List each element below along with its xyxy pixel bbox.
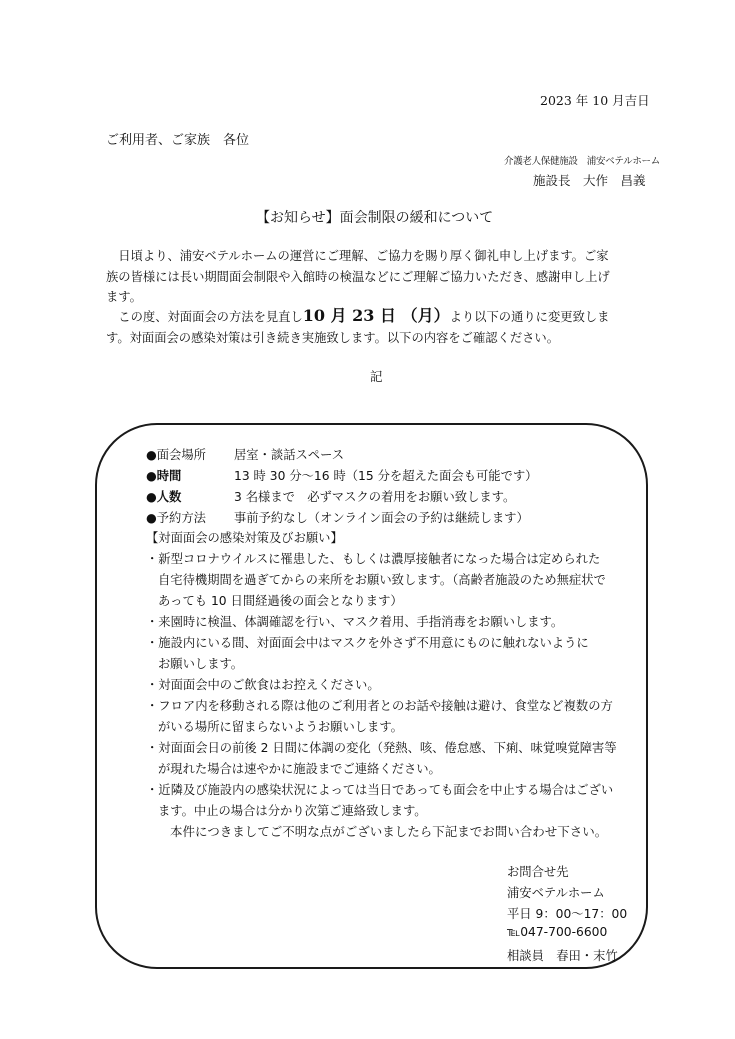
measure-line: ・新型コロナウイルスに罹患した、もしくは濃厚接触者になった場合は定められた	[146, 552, 601, 566]
detail-label: ●時間	[146, 469, 182, 483]
contact-line: 浦安ベテルホーム	[507, 886, 605, 900]
measure-line: ます。中止の場合は分かり次第ご連絡致します。	[158, 804, 427, 818]
closing-text: 本件につきましてご不明な点がございましたら下記までお問い合わせ下さい。	[170, 824, 608, 839]
measure-line: ・施設内にいる間、対面面会中はマスクを外さず不用意にものに触れないように	[146, 636, 589, 650]
director-name: 施設長 大作 昌義	[533, 173, 646, 188]
addressee: ご利用者、ご家族 各位	[106, 133, 250, 148]
measure-line: ・フロア内を移動される際は他のご利用者とのお話や接触は避け、食堂など複数の方	[146, 699, 613, 713]
measure-line: ・近隣及び施設内の感染状況によっては当日であっても面会を中止する場合はござい	[146, 783, 614, 797]
detail-value: 3 名様まで 必ずマスクの着用をお願い致します。	[234, 490, 516, 504]
detail-row	[146, 508, 529, 526]
change-date: 10 月 23 日 （月）	[302, 306, 450, 325]
contact-line: ℡047-700-6600	[507, 925, 608, 939]
detail-value: 事前予約なし（オンライン面会の予約は継続します）	[234, 511, 529, 525]
change-post: より以下の通りに変更致しま	[449, 310, 610, 324]
contact-line: お問合せ先	[507, 865, 569, 879]
ki-mark: 記	[370, 369, 383, 384]
detail-value: 居室・談話スペース	[234, 448, 345, 462]
change-line	[106, 306, 646, 328]
detail-label: ●人数	[146, 490, 182, 504]
contact-line: 平日 9：00～17：00	[507, 907, 628, 921]
change-paragraph	[106, 306, 646, 348]
measure-line: ・来園時に検温、体調確認を行い、マスク着用、手指消毒をお願いします。	[146, 615, 564, 629]
change-line: す。対面面会の感染対策は引き続き実施致します。以下の内容をご確認ください。	[106, 330, 560, 345]
measure-line: あっても 10 日間経過後の面会となります）	[158, 594, 403, 608]
detail-row	[146, 487, 515, 505]
measure-line: がいる場所に留まらないようお願いします。	[158, 720, 403, 734]
measures-heading: 【対面面会の感染対策及びお願い】	[146, 531, 343, 545]
detail-row	[146, 466, 537, 484]
detail-label: ●予約方法	[146, 511, 206, 525]
detail-value: 13 時 30 分～16 時（15 分を超えた面会も可能です）	[234, 469, 538, 483]
intro-line: 日頃より、浦安ベテルホームの運営にご理解、ご協力を賜り厚く御礼申し上げます。ご家	[106, 249, 609, 263]
intro-paragraph	[106, 246, 646, 308]
measure-line: ・対面面会中のご飲食はお控えください。	[146, 678, 380, 692]
detail-row	[146, 445, 344, 463]
measure-line: ・対面面会日の前後 2 日間に体調の変化（発熱、咳、倦怠感、下痢、味覚嗅覚障害等	[146, 741, 617, 755]
document-date: 2023 年 10 月吉日	[540, 93, 650, 108]
intro-line: 族の皆様には長い期間面会制限や入館時の検温などにご理解ご協力いただき、感謝申し上げ	[106, 269, 610, 284]
measure-line: 自宅待機期間を過ぎてからの来所をお願い致します。（高齢者施設のため無症状で	[158, 573, 606, 587]
contact-line: 相談員 春田・末竹	[507, 949, 618, 963]
measure-line: お願いします。	[158, 657, 244, 671]
organization-name: 介護老人保健施設 浦安ベテルホーム	[504, 156, 660, 167]
detail-label: ●面会場所	[146, 448, 206, 462]
measure-line: が現れた場合は速やかに施設までご連絡ください。	[158, 762, 441, 776]
change-pre: この度、対面面会の方法を見直し	[106, 310, 303, 324]
intro-line: ます。	[106, 290, 142, 304]
notice-title: 【お知らせ】面会制限の緩和について	[256, 210, 494, 226]
